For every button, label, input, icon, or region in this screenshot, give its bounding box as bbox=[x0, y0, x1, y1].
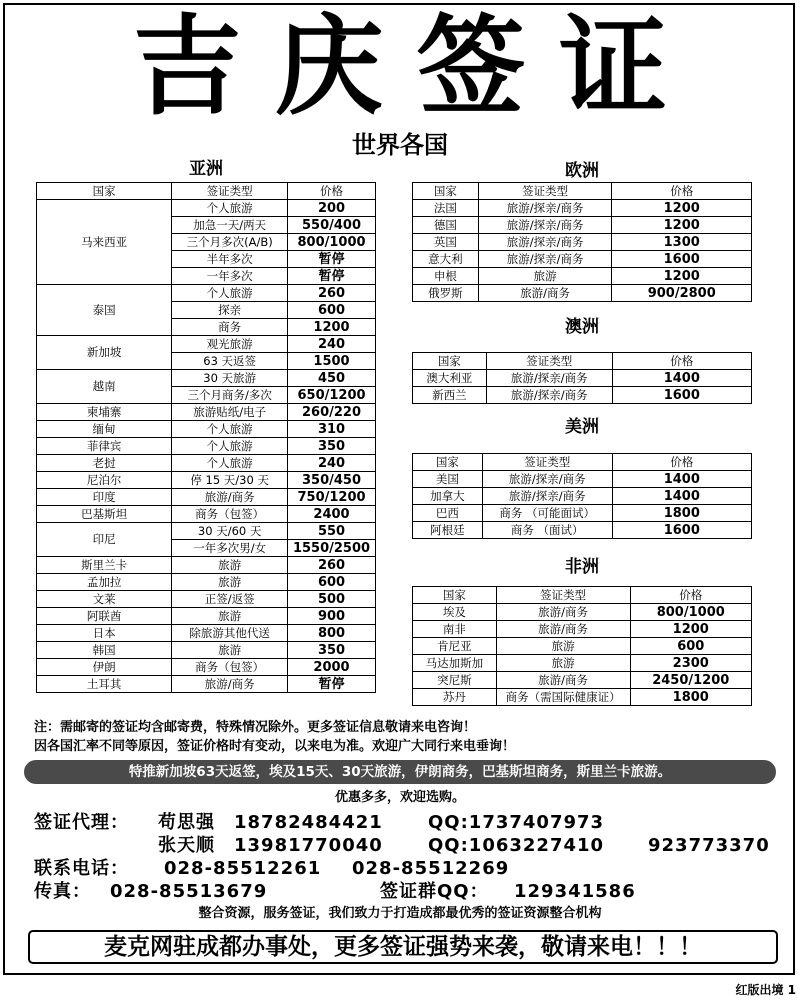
header-price: 价格 bbox=[612, 454, 751, 471]
visa-type-cell: 旅游/商务 bbox=[172, 676, 288, 693]
price-cell: 2450/1200 bbox=[630, 672, 751, 689]
region-label-america: 美洲 bbox=[565, 417, 599, 437]
visa-type-cell: 加急一天/两天 bbox=[172, 217, 288, 234]
country-cell: 法国 bbox=[413, 200, 479, 217]
price-cell: 550 bbox=[288, 523, 376, 540]
table-row bbox=[413, 217, 752, 234]
price-cell: 900 bbox=[288, 608, 376, 625]
table-row bbox=[37, 642, 376, 659]
table-row bbox=[37, 506, 376, 523]
table-row bbox=[37, 625, 376, 642]
header-country: 国家 bbox=[413, 183, 479, 200]
country-cell: 澳大利亚 bbox=[413, 370, 487, 387]
visa-type-cell: 旅游/商务 bbox=[172, 489, 288, 506]
visa-type-cell: 30 天旅游 bbox=[172, 370, 288, 387]
tel-number-2[interactable]: 028-85512269 bbox=[352, 858, 510, 879]
visa-type-cell: 个人旅游 bbox=[172, 200, 288, 217]
visa-type-cell: 旅游/商务 bbox=[496, 604, 630, 621]
price-cell: 2000 bbox=[288, 659, 376, 676]
price-cell: 1500 bbox=[288, 353, 376, 370]
price-cell: 1800 bbox=[612, 505, 751, 522]
price-cell: 1200 bbox=[612, 200, 752, 217]
visa-type-cell: 旅游/探亲/商务 bbox=[478, 234, 612, 251]
table-row bbox=[37, 438, 376, 455]
country-cell: 伊朗 bbox=[37, 659, 172, 676]
country-cell: 老挝 bbox=[37, 455, 172, 472]
visa-type-cell: 旅游/探亲/商务 bbox=[478, 251, 612, 268]
header-price: 价格 bbox=[630, 587, 751, 604]
table-row bbox=[37, 608, 376, 625]
table-row bbox=[413, 638, 752, 655]
country-cell: 俄罗斯 bbox=[413, 285, 479, 302]
country-cell: 肯尼亚 bbox=[413, 638, 497, 655]
region-label-europe: 欧洲 bbox=[565, 161, 599, 181]
price-cell: 1800 bbox=[630, 689, 751, 706]
visa-type-cell: 旅游 bbox=[172, 642, 288, 659]
table-row bbox=[413, 268, 752, 285]
visa-type-cell: 旅游 bbox=[496, 655, 630, 672]
price-cell: 1400 bbox=[612, 370, 751, 387]
price-cell: 550/400 bbox=[288, 217, 376, 234]
note-line-1: 注：需邮寄的签证均含邮寄费，特殊情况除外。更多签证信息敬请来电咨询！ bbox=[34, 720, 477, 735]
table-row bbox=[37, 574, 376, 591]
country-cell: 斯里兰卡 bbox=[37, 557, 172, 574]
country-cell: 埃及 bbox=[413, 604, 497, 621]
country-cell: 印度 bbox=[37, 489, 172, 506]
table-row bbox=[413, 505, 752, 522]
header-country: 国家 bbox=[413, 587, 497, 604]
table-row bbox=[413, 672, 752, 689]
visa-type-cell: 旅游 bbox=[172, 574, 288, 591]
price-cell: 1600 bbox=[612, 387, 751, 404]
price-cell: 260 bbox=[288, 285, 376, 302]
visa-type-cell: 旅游/探亲/商务 bbox=[486, 370, 612, 387]
visa-type-cell: 三个月商务/多次 bbox=[172, 387, 288, 404]
table-row bbox=[413, 387, 752, 404]
country-cell: 缅甸 bbox=[37, 421, 172, 438]
country-cell: 申根 bbox=[413, 268, 479, 285]
header-type: 签证类型 bbox=[486, 353, 612, 370]
visa-type-cell: 商务（需国际健康证） bbox=[496, 689, 630, 706]
table-row bbox=[413, 370, 752, 387]
country-cell: 尼泊尔 bbox=[37, 472, 172, 489]
country-cell: 泰国 bbox=[37, 285, 172, 336]
country-cell: 新加坡 bbox=[37, 336, 172, 370]
country-cell: 越南 bbox=[37, 370, 172, 404]
visa-type-cell: 正签/返签 bbox=[172, 591, 288, 608]
price-cell: 500 bbox=[288, 591, 376, 608]
price-cell: 240 bbox=[288, 455, 376, 472]
country-cell: 巴西 bbox=[413, 505, 483, 522]
region-label-africa: 非洲 bbox=[565, 557, 599, 577]
subtitle: 世界各国 bbox=[352, 131, 448, 159]
main-title: 吉庆签证 bbox=[132, 5, 701, 130]
country-cell: 日本 bbox=[37, 625, 172, 642]
visa-type-cell: 旅游/探亲/商务 bbox=[482, 471, 612, 488]
price-cell: 240 bbox=[288, 336, 376, 353]
visa-type-cell: 旅游/探亲/商务 bbox=[478, 200, 612, 217]
agent1-qq[interactable]: QQ:1737407973 bbox=[428, 812, 605, 833]
price-cell: 1200 bbox=[630, 621, 751, 638]
visa-type-cell: 除旅游其他代送 bbox=[172, 625, 288, 642]
price-cell: 1600 bbox=[612, 251, 752, 268]
header-price: 价格 bbox=[288, 183, 376, 200]
price-cell: 1400 bbox=[612, 488, 751, 505]
promo-banner: 特推新加坡63天返签，埃及15天、30天旅游，伊朗商务，巴基斯坦商务，斯里兰卡旅游。 bbox=[24, 760, 776, 784]
price-cell: 1600 bbox=[612, 522, 751, 539]
visa-type-cell: 旅游/商务 bbox=[496, 672, 630, 689]
visa-type-cell: 商务 （可能面试） bbox=[482, 505, 612, 522]
table-row bbox=[37, 404, 376, 421]
header-country: 国家 bbox=[37, 183, 172, 200]
price-cell: 暂停 bbox=[288, 251, 376, 268]
agent-label: 签证代理： bbox=[34, 812, 129, 833]
country-cell: 阿联酋 bbox=[37, 608, 172, 625]
table-row bbox=[413, 604, 752, 621]
visa-type-cell: 一年多次 bbox=[172, 268, 288, 285]
visa-type-cell: 商务 （面试） bbox=[482, 522, 612, 539]
table-row bbox=[37, 370, 376, 387]
visa-type-cell: 停 15 天/30 天 bbox=[172, 472, 288, 489]
table-row bbox=[37, 421, 376, 438]
table-row bbox=[37, 523, 376, 540]
agent2-qq-second[interactable]: 923773370 bbox=[648, 835, 770, 856]
price-cell: 260 bbox=[288, 557, 376, 574]
price-cell: 2400 bbox=[288, 506, 376, 523]
table-row bbox=[413, 522, 752, 539]
group-qq-label: 签证群QQ： bbox=[380, 881, 489, 902]
table-row bbox=[413, 689, 752, 706]
price-cell: 650/1200 bbox=[288, 387, 376, 404]
country-cell: 菲律宾 bbox=[37, 438, 172, 455]
header-type: 签证类型 bbox=[496, 587, 630, 604]
table-row bbox=[413, 471, 752, 488]
fax-label: 传真： bbox=[34, 881, 91, 902]
note-line-2: 因各国汇率不同等原因，签证价格时有变动，以来电为准。欢迎广大同行来电垂询！ bbox=[34, 739, 516, 754]
corner-label: 红版出境 1 bbox=[735, 983, 796, 997]
price-cell: 450 bbox=[288, 370, 376, 387]
tel-label: 联系电话： bbox=[34, 858, 129, 879]
visa-type-cell: 一年多次男/女 bbox=[172, 540, 288, 557]
agent1-phone[interactable]: 18782484421 bbox=[234, 812, 383, 833]
region-label-asia: 亚洲 bbox=[189, 159, 223, 179]
header-type: 签证类型 bbox=[478, 183, 612, 200]
europe-visa-table bbox=[412, 182, 752, 302]
price-cell: 1400 bbox=[612, 471, 751, 488]
country-cell: 孟加拉 bbox=[37, 574, 172, 591]
visa-type-cell: 旅游 bbox=[478, 268, 612, 285]
region-label-oceania: 澳洲 bbox=[565, 317, 599, 337]
header-country: 国家 bbox=[413, 353, 487, 370]
country-cell: 突尼斯 bbox=[413, 672, 497, 689]
header-country: 国家 bbox=[413, 454, 483, 471]
country-cell: 文莱 bbox=[37, 591, 172, 608]
price-cell: 750/1200 bbox=[288, 489, 376, 506]
country-cell: 美国 bbox=[413, 471, 483, 488]
visa-type-cell: 旅游/探亲/商务 bbox=[478, 217, 612, 234]
country-cell: 印尼 bbox=[37, 523, 172, 557]
africa-visa-table bbox=[412, 586, 752, 706]
table-row bbox=[413, 285, 752, 302]
fax-number[interactable]: 028-85513679 bbox=[110, 881, 268, 902]
agent2-name: 张天顺 bbox=[158, 835, 215, 856]
header-type: 签证类型 bbox=[482, 454, 612, 471]
price-cell: 1200 bbox=[288, 319, 376, 336]
table-row bbox=[37, 285, 376, 302]
visa-type-cell: 旅游/商务 bbox=[496, 621, 630, 638]
visa-type-cell: 商务（包签） bbox=[172, 659, 288, 676]
price-cell: 1300 bbox=[612, 234, 752, 251]
visa-type-cell: 旅游/商务 bbox=[478, 285, 612, 302]
price-cell: 900/2800 bbox=[612, 285, 752, 302]
header-price: 价格 bbox=[612, 183, 752, 200]
price-cell: 600 bbox=[288, 574, 376, 591]
table-row bbox=[37, 200, 376, 217]
price-cell: 800/1000 bbox=[288, 234, 376, 251]
price-cell: 350 bbox=[288, 438, 376, 455]
america-visa-table bbox=[412, 453, 752, 539]
country-cell: 马达加斯加 bbox=[413, 655, 497, 672]
price-cell: 350/450 bbox=[288, 472, 376, 489]
table-row bbox=[413, 251, 752, 268]
visa-type-cell: 旅游贴纸/电子 bbox=[172, 404, 288, 421]
visa-type-cell: 三个月多次(A/B) bbox=[172, 234, 288, 251]
country-cell: 韩国 bbox=[37, 642, 172, 659]
country-cell: 柬埔寨 bbox=[37, 404, 172, 421]
visa-type-cell: 个人旅游 bbox=[172, 421, 288, 438]
price-cell: 暂停 bbox=[288, 268, 376, 285]
table-row bbox=[413, 200, 752, 217]
price-cell: 1200 bbox=[612, 217, 752, 234]
visa-type-cell: 旅游/探亲/商务 bbox=[486, 387, 612, 404]
table-row bbox=[413, 655, 752, 672]
header-price: 价格 bbox=[612, 353, 751, 370]
table-row bbox=[37, 455, 376, 472]
visa-type-cell: 个人旅游 bbox=[172, 438, 288, 455]
price-cell: 1200 bbox=[612, 268, 752, 285]
price-cell: 200 bbox=[288, 200, 376, 217]
price-cell: 2300 bbox=[630, 655, 751, 672]
country-cell: 土耳其 bbox=[37, 676, 172, 693]
asia-visa-table bbox=[36, 182, 376, 693]
table-row bbox=[413, 621, 752, 638]
country-cell: 巴基斯坦 bbox=[37, 506, 172, 523]
visa-type-cell: 旅游/探亲/商务 bbox=[482, 488, 612, 505]
price-cell: 260/220 bbox=[288, 404, 376, 421]
tel-number-1[interactable]: 028-85512261 bbox=[164, 858, 322, 879]
country-cell: 苏丹 bbox=[413, 689, 497, 706]
footer-tagline: 整合资源，服务签证，我们致力于打造成都最优秀的签证资源整合机构 bbox=[198, 906, 602, 921]
visa-type-cell: 探亲 bbox=[172, 302, 288, 319]
agent2-qq[interactable]: QQ:1063227410 bbox=[428, 835, 605, 856]
visa-type-cell: 半年多次 bbox=[172, 251, 288, 268]
price-cell: 350 bbox=[288, 642, 376, 659]
visa-type-cell: 30 天/60 天 bbox=[172, 523, 288, 540]
country-cell: 南非 bbox=[413, 621, 497, 638]
country-cell: 阿根廷 bbox=[413, 522, 483, 539]
agent2-phone[interactable]: 13981770040 bbox=[234, 835, 383, 856]
country-cell: 英国 bbox=[413, 234, 479, 251]
table-row bbox=[37, 557, 376, 574]
visa-type-cell: 个人旅游 bbox=[172, 285, 288, 302]
country-cell: 加拿大 bbox=[413, 488, 483, 505]
visa-type-cell: 旅游 bbox=[172, 557, 288, 574]
table-row bbox=[37, 336, 376, 353]
price-cell: 800 bbox=[288, 625, 376, 642]
table-row bbox=[37, 489, 376, 506]
visa-type-cell: 63 天返签 bbox=[172, 353, 288, 370]
group-qq-number[interactable]: 129341586 bbox=[514, 881, 636, 902]
country-cell: 德国 bbox=[413, 217, 479, 234]
price-cell: 600 bbox=[630, 638, 751, 655]
visa-type-cell: 旅游 bbox=[496, 638, 630, 655]
price-cell: 800/1000 bbox=[630, 604, 751, 621]
visa-type-cell: 旅游 bbox=[172, 608, 288, 625]
footer-callout: 麦克网驻成都办事处，更多签证强势来袭，敬请来电！！！ bbox=[28, 930, 778, 964]
visa-type-cell: 个人旅游 bbox=[172, 455, 288, 472]
table-row bbox=[37, 676, 376, 693]
header-type: 签证类型 bbox=[172, 183, 288, 200]
table-row bbox=[413, 234, 752, 251]
country-cell: 新西兰 bbox=[413, 387, 487, 404]
price-cell: 1550/2500 bbox=[288, 540, 376, 557]
visa-type-cell: 商务 bbox=[172, 319, 288, 336]
country-cell: 意大利 bbox=[413, 251, 479, 268]
price-cell: 暂停 bbox=[288, 676, 376, 693]
price-cell: 310 bbox=[288, 421, 376, 438]
visa-type-cell: 观光旅游 bbox=[172, 336, 288, 353]
table-row bbox=[413, 488, 752, 505]
table-row bbox=[37, 472, 376, 489]
price-cell: 600 bbox=[288, 302, 376, 319]
country-cell: 马来西亚 bbox=[37, 200, 172, 285]
oceania-visa-table bbox=[412, 352, 752, 404]
table-row bbox=[37, 591, 376, 608]
table-row bbox=[37, 659, 376, 676]
slogan: 优惠多多，欢迎选购。 bbox=[334, 790, 465, 805]
agent1-name: 苟思强 bbox=[158, 812, 215, 833]
visa-type-cell: 商务（包签） bbox=[172, 506, 288, 523]
